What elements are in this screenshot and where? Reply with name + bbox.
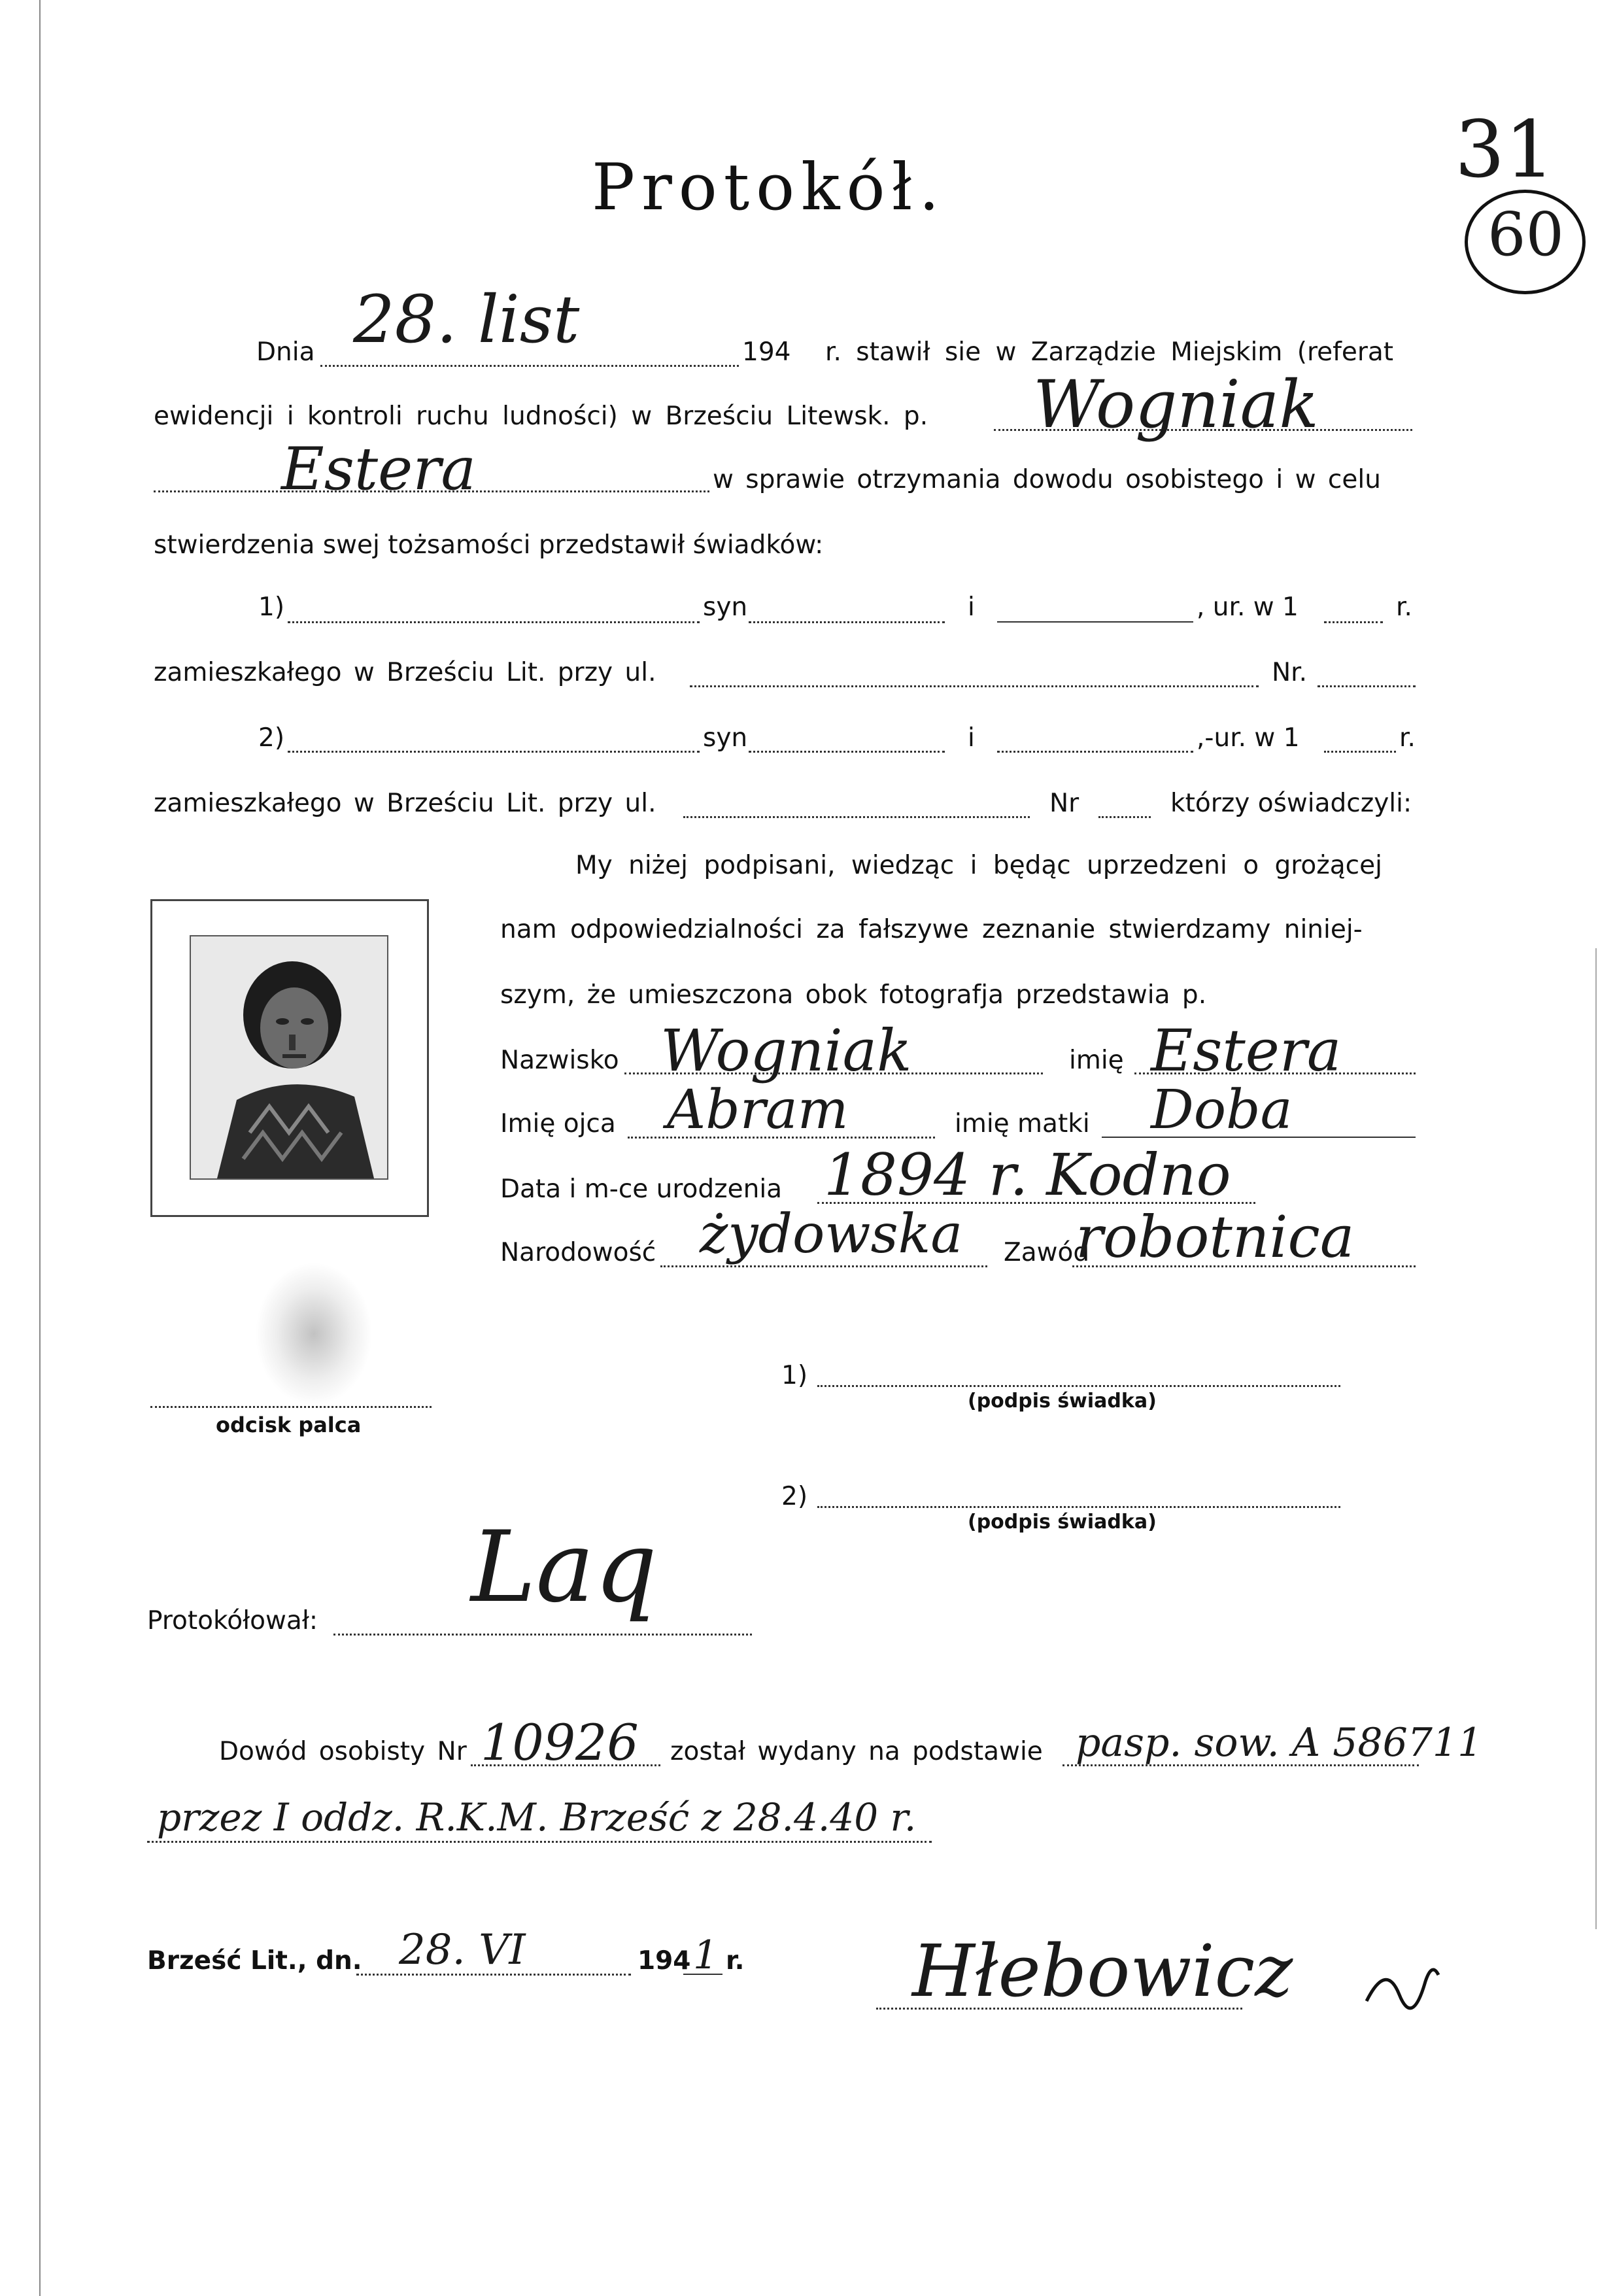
surname-label: Nazwisko — [500, 1046, 619, 1075]
witness2-i: i — [968, 723, 975, 753]
occupation-label: Zawód — [1004, 1238, 1090, 1267]
place-year-prefix: 194 — [638, 1946, 691, 1976]
occupation-value: robotnica — [1076, 1203, 1355, 1271]
declaration-line1: My niżej podpisani, wiedząc i będąc uprzedzeni o grożącej — [575, 851, 1382, 880]
date-handwritten: 28. list — [353, 281, 580, 358]
official-signature-flourish — [1360, 1949, 1445, 2034]
witness1-name-line — [288, 621, 700, 623]
fingerprint-caption: odcisk palca — [216, 1413, 362, 1437]
witness2-nr-line — [1098, 816, 1151, 818]
witness2-name-line — [288, 751, 700, 753]
nationality-line — [660, 1265, 987, 1267]
applicant-photo — [190, 935, 388, 1180]
firstname-value: Estera — [1151, 1017, 1342, 1084]
recorded-by-label: Protokółował: — [147, 1606, 318, 1636]
witness1-nr: Nr. — [1272, 658, 1308, 687]
witness2-syn: syn — [703, 723, 748, 753]
witness2-year-line — [1324, 751, 1396, 753]
witness1-number: 1) — [258, 592, 285, 622]
id-basis-line2 — [147, 1841, 932, 1843]
witness1-ur: , ur. w 1 — [1197, 592, 1299, 622]
place-date-prefix: Brześć Lit., dn. — [147, 1946, 362, 1976]
right-edge-line — [1595, 948, 1597, 1929]
witness1-nr-line — [1318, 685, 1416, 687]
year-prefix: 194 — [742, 337, 791, 367]
archive-number-circled: 60 — [1488, 199, 1565, 269]
birth-label: Data i m-ce urodzenia — [500, 1174, 783, 1204]
id-number-prefix: Dowód osobisty Nr — [219, 1737, 467, 1766]
witness1-syn: syn — [703, 592, 748, 622]
birth-value: 1894 r. Kodno — [824, 1141, 1231, 1208]
witness1-residence-label: zamieszkałego w Brześciu Lit. przy ul. — [154, 658, 656, 687]
id-basis-value: pasp. sow. A 586711 — [1076, 1720, 1483, 1766]
witness2-mother-line — [997, 751, 1193, 753]
witness-sig2-number: 2) — [781, 1482, 808, 1511]
id-issued-text: został wydany na podstawie — [670, 1737, 1043, 1766]
witness2-number: 2) — [258, 723, 285, 753]
witness2-nr: Nr — [1049, 789, 1080, 818]
declaration-line3: szym, że umieszczona obok fotografja przedstawia p. — [500, 980, 1207, 1010]
id-number-value: 10926 — [481, 1713, 639, 1772]
father-name-label: Imię ojca — [500, 1109, 616, 1139]
witness-sig2-line — [817, 1506, 1340, 1508]
firstname-handwritten: Estera — [281, 435, 476, 504]
firstname-label: imię — [1069, 1046, 1124, 1075]
witness2-residence-label: zamieszkałego w Brześciu Lit. przy ul. — [154, 789, 656, 818]
id-basis-value-line2: przez I oddz. R.K.M. Brześć z 28.4.40 r. — [157, 1795, 917, 1840]
witness-sig1-caption: (podpis świadka) — [968, 1390, 1157, 1413]
place-date-value: 28. VI — [399, 1926, 526, 1974]
witness1-father-line — [749, 621, 945, 623]
portrait-image — [191, 936, 387, 1178]
witness2-r: r. — [1399, 723, 1416, 753]
surname-handwritten: Wogniak — [1033, 366, 1319, 443]
witnesses-declared: którzy oświadczyli: — [1170, 789, 1412, 818]
date-line — [320, 365, 739, 367]
place-year-line — [683, 1974, 722, 1975]
mother-name-label: imię matki — [955, 1109, 1090, 1139]
witness-sig2-caption: (podpis świadka) — [968, 1511, 1157, 1534]
line2-text: ewidencji i kontroli ruchu ludności) w Brześciu Litewsk. p. — [154, 402, 928, 431]
witness-sig1-line — [817, 1385, 1340, 1387]
declaration-line2: nam odpowiedzialności za fałszywe zeznanie stwierdzamy niniej- — [500, 915, 1363, 944]
left-margin-line — [39, 0, 41, 2296]
page-title: Protokół. — [592, 150, 946, 225]
fingerprint-line — [150, 1406, 432, 1408]
witness2-father-line — [749, 751, 945, 753]
archive-number: 31 — [1455, 105, 1555, 196]
line4-text: stwierdzenia swej tożsamości przedstawił świadków: — [154, 530, 824, 560]
mother-name-value: Doba — [1151, 1079, 1293, 1141]
surname-value: Wogniak — [660, 1017, 912, 1084]
official-signature: Hłebowicz — [912, 1929, 1293, 2013]
witness1-i: i — [968, 592, 975, 622]
witness-sig1-number: 1) — [781, 1361, 808, 1390]
witness1-r: r. — [1396, 592, 1412, 622]
witness2-ur: ,-ur. w 1 — [1197, 723, 1300, 753]
fingerprint-smudge — [255, 1262, 373, 1406]
witness2-street-line — [683, 816, 1030, 818]
line3-rest: w sprawie otrzymania dowodu osobistego i w celu — [713, 465, 1381, 494]
para1-rest: r. stawił sie w Zarządzie Miejskim (referat — [825, 337, 1394, 367]
father-name-value: Abram — [667, 1079, 849, 1141]
witness1-street-line — [690, 685, 1259, 687]
nationality-value: żydowska — [700, 1203, 963, 1265]
date-prefix: Dnia — [256, 337, 315, 367]
recorded-by-signature: Laq — [471, 1511, 658, 1624]
witness1-year-line — [1324, 621, 1383, 623]
place-year-value: 1 — [693, 1932, 719, 1978]
place-r: r. — [726, 1946, 745, 1976]
recorded-by-line — [333, 1634, 752, 1636]
witness1-mother-line — [997, 621, 1193, 623]
nationality-label: Narodowość — [500, 1238, 656, 1267]
